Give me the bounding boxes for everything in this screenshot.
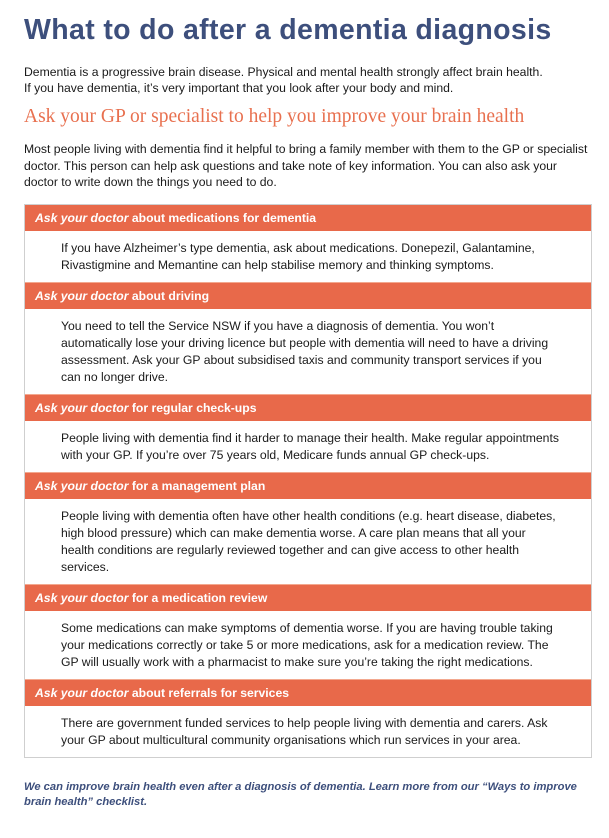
section-body-check-ups: People living with dementia find it harder to manage their health. Make regular appointments with your GP. If you’re over 75 years old, Medicare funds annual GP check-ups. — [61, 431, 559, 462]
intro-line-1: Dementia is a progressive brain disease. Physical and mental health strongly affect brain health. — [24, 65, 543, 79]
section-body-medications: If you have Alzheimer’s type dementia, ask about medications. Donepezil, Galantamine, Rivastigmine and Memantine can help stabilise memory and thinking symptoms. — [61, 241, 535, 272]
section-header-management-plan — [25, 472, 591, 499]
intro-line-2: If you have dementia, it’s very important that you look after your body and mind. — [24, 81, 454, 95]
section-header-driving — [25, 282, 591, 309]
section-header-topic: about referrals for services — [128, 686, 290, 700]
section-header-prefix: Ask your doctor — [35, 686, 129, 700]
section-subheading: Ask your GP or specialist to help you improve your brain health — [24, 106, 525, 127]
section-header-prefix: Ask your doctor — [35, 289, 129, 303]
section-body-medication-review: Some medications can make symptoms of dementia worse. If you are having trouble taking your medications correctly or take 5 or more medications, ask for a medication review. The GP will usually work with a pharmacist to make sure you’re taking the right medications. — [61, 621, 553, 669]
section-body-driving: You need to tell the Service NSW if you have a diagnosis of dementia. You won’t automatically lose your driving licence but people with dementia will need to have a driving assessment. Ask your GP about subsidised taxis and community transport services if you can no longer drive. — [61, 319, 549, 384]
page-title: What to do after a dementia diagnosis — [24, 14, 552, 46]
section-body-management-plan: People living with dementia often have other health conditions (e.g. heart disease, diabetes, high blood pressure) which can make dementia worse. A care plan means that all your health conditions are regularly reviewed together and can give access to other health services. — [61, 509, 556, 574]
section-header-medication-review — [25, 584, 591, 611]
section-header-prefix: Ask your doctor — [35, 211, 129, 225]
lead-paragraph: Most people living with dementia find it helpful to bring a family member with them to the GP or specialist doctor. This person can help ask questions and take note of key information. You can also ask your doctor to write down the things you need to do. — [24, 142, 588, 189]
section-header-topic: for regular check-ups — [128, 401, 257, 415]
advice-box — [24, 204, 592, 758]
section-body-referrals: There are government funded services to help people living with dementia and carers. Ask your GP about multicultural community organisations which run services in your area. — [61, 716, 548, 747]
intro-paragraph — [24, 64, 594, 96]
section-header-medications — [25, 205, 591, 231]
section-header-topic: for a medication review — [128, 591, 268, 605]
section-header-topic: about medications for dementia — [128, 211, 317, 225]
footer-note: We can improve brain health even after a diagnosis of dementia. Learn more from our “Ways to improve brain health” checklist. — [24, 781, 577, 808]
section-header-topic: about driving — [128, 289, 210, 303]
section-header-prefix: Ask your doctor — [35, 401, 129, 415]
section-header-check-ups — [25, 394, 591, 421]
section-header-topic: for a management plan — [128, 479, 266, 493]
section-header-prefix: Ask your doctor — [35, 479, 129, 493]
section-header-referrals — [25, 679, 591, 706]
section-header-prefix: Ask your doctor — [35, 591, 129, 605]
